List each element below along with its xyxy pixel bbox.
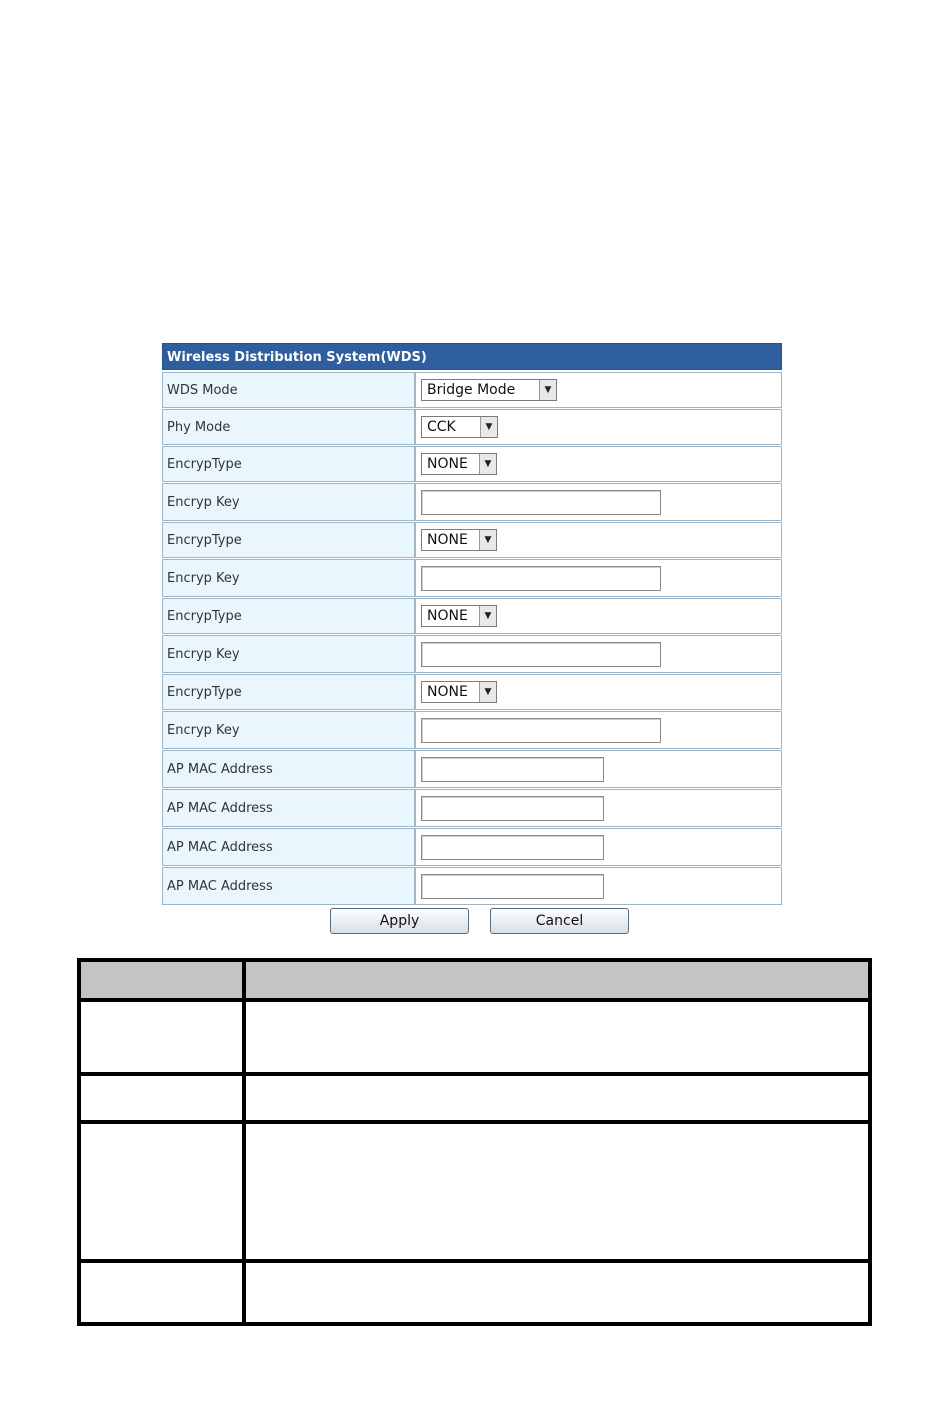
description-row-item xyxy=(81,1263,246,1322)
description-row xyxy=(81,1002,868,1076)
chevron-down-icon[interactable]: ▼ xyxy=(480,417,497,437)
phy-mode-value: CCK xyxy=(427,419,456,435)
encryp-type-row-3 xyxy=(162,598,782,634)
phy-mode-row xyxy=(162,409,782,445)
description-row-item xyxy=(81,1076,246,1120)
apply-button[interactable]: Apply xyxy=(330,908,469,934)
ap-mac-label-2: AP MAC Address xyxy=(162,789,415,827)
phy-mode-label: Phy Mode xyxy=(162,409,415,445)
wds-mode-label: WDS Mode xyxy=(162,372,415,408)
encryp-key-input-4[interactable] xyxy=(421,718,661,743)
encryp-key-label-2: Encryp Key xyxy=(162,559,415,597)
encryp-type-select-3[interactable] xyxy=(421,605,497,627)
encryp-type-row-4 xyxy=(162,674,782,710)
ap-mac-row-2 xyxy=(162,789,782,827)
wds-mode-row xyxy=(162,372,782,408)
encryp-type-select-4[interactable] xyxy=(421,681,497,703)
description-row-text xyxy=(250,1076,868,1120)
wds-mode-value: Bridge Mode xyxy=(427,382,516,398)
header-cell-item xyxy=(81,962,246,998)
description-row-text xyxy=(250,1263,868,1322)
ap-mac-label-4: AP MAC Address xyxy=(162,867,415,905)
phy-mode-select[interactable] xyxy=(421,416,498,438)
chevron-down-icon[interactable]: ▼ xyxy=(479,454,496,474)
chevron-down-icon[interactable]: ▼ xyxy=(479,606,496,626)
wds-panel xyxy=(162,343,782,906)
header-cell-description xyxy=(250,962,868,998)
wds-settings-table xyxy=(162,371,782,906)
description-row xyxy=(81,1263,868,1322)
encryp-type-label-1: EncrypType xyxy=(162,446,415,482)
ap-mac-row-4 xyxy=(162,867,782,905)
ap-mac-row-3 xyxy=(162,828,782,866)
encryp-type-value-4: NONE xyxy=(427,684,468,700)
ap-mac-input-2[interactable] xyxy=(421,796,604,821)
encryp-key-row-1 xyxy=(162,483,782,521)
encryp-type-label-4: EncrypType xyxy=(162,674,415,710)
cancel-button[interactable]: Cancel xyxy=(490,908,629,934)
wds-panel-title: Wireless Distribution System(WDS) xyxy=(162,343,782,370)
encryp-key-row-3 xyxy=(162,635,782,673)
encryp-type-row-1 xyxy=(162,446,782,482)
encryp-type-select-1[interactable] xyxy=(421,453,497,475)
ap-mac-input-1[interactable] xyxy=(421,757,604,782)
description-row-text xyxy=(250,1124,868,1259)
encryp-key-input-3[interactable] xyxy=(421,642,661,667)
description-row xyxy=(81,1076,868,1124)
encryp-key-row-2 xyxy=(162,559,782,597)
encryp-key-label-3: Encryp Key xyxy=(162,635,415,673)
encryp-type-label-3: EncrypType xyxy=(162,598,415,634)
encryp-key-input-1[interactable] xyxy=(421,490,661,515)
wds-mode-select[interactable] xyxy=(421,379,557,401)
description-table xyxy=(77,958,872,1326)
encryp-type-select-2[interactable] xyxy=(421,529,497,551)
encryp-type-value-3: NONE xyxy=(427,608,468,624)
chevron-down-icon[interactable]: ▼ xyxy=(479,682,496,702)
encryp-type-label-2: EncrypType xyxy=(162,522,415,558)
encryp-key-input-2[interactable] xyxy=(421,566,661,591)
ap-mac-label-1: AP MAC Address xyxy=(162,750,415,788)
description-row-text xyxy=(250,1002,868,1072)
description-row-item xyxy=(81,1124,246,1259)
encryp-type-value-1: NONE xyxy=(427,456,468,472)
ap-mac-row-1 xyxy=(162,750,782,788)
form-buttons xyxy=(330,908,630,934)
chevron-down-icon[interactable]: ▼ xyxy=(479,530,496,550)
encryp-key-label-1: Encryp Key xyxy=(162,483,415,521)
encryp-type-row-2 xyxy=(162,522,782,558)
ap-mac-input-3[interactable] xyxy=(421,835,604,860)
encryp-key-label-4: Encryp Key xyxy=(162,711,415,749)
description-table-header xyxy=(81,962,868,1002)
description-row-item xyxy=(81,1002,246,1072)
chevron-down-icon[interactable]: ▼ xyxy=(539,380,556,400)
description-row xyxy=(81,1124,868,1263)
encryp-type-value-2: NONE xyxy=(427,532,468,548)
ap-mac-input-4[interactable] xyxy=(421,874,604,899)
ap-mac-label-3: AP MAC Address xyxy=(162,828,415,866)
encryp-key-row-4 xyxy=(162,711,782,749)
